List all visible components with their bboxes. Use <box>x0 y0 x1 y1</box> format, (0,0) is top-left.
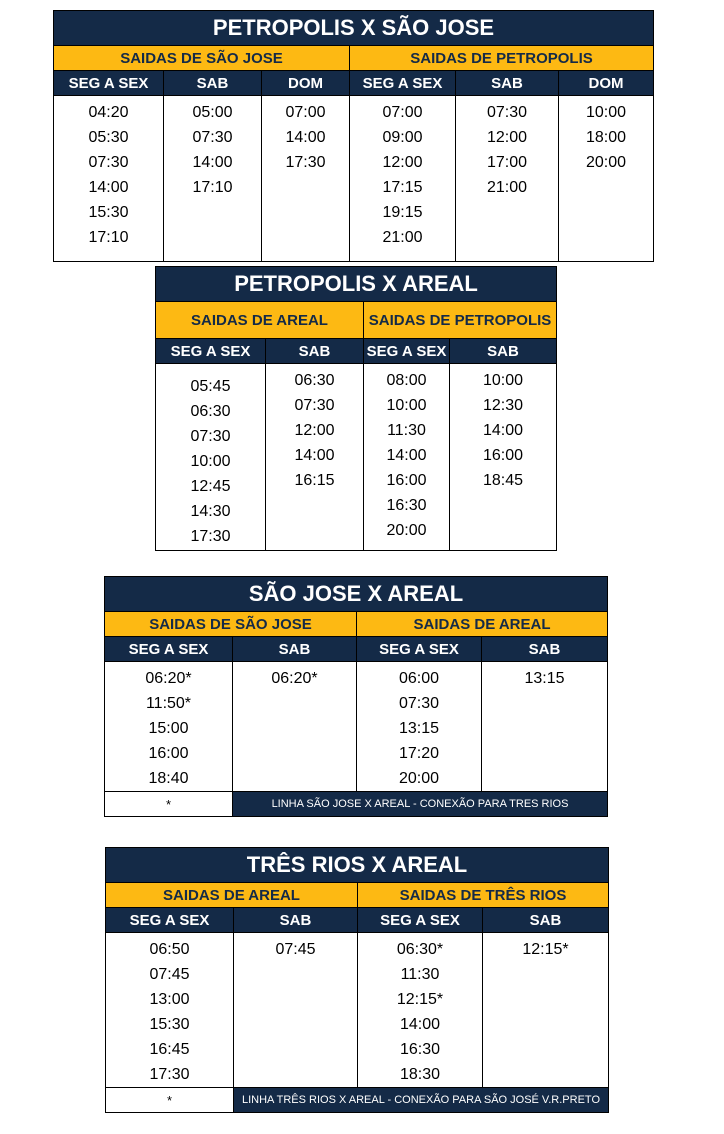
footnote-text: LINHA TRÊS RIOS X AREAL - CONEXÃO PARA SÃO JOSÉ V.R.PRETO <box>234 1088 609 1113</box>
departure-time: 12:00 <box>294 422 335 439</box>
column-header: SEG A SEX <box>105 637 233 662</box>
departure-time: 17:20 <box>398 745 440 762</box>
section-header: SAIDAS DE AREAL <box>106 883 358 908</box>
times-column <box>559 96 654 262</box>
departure-time: 16:30 <box>399 1041 441 1058</box>
departure-time: 05:30 <box>88 129 129 146</box>
times-column <box>105 662 233 792</box>
departure-time: 12:30 <box>482 397 524 414</box>
departure-time: 21:00 <box>486 179 528 196</box>
departure-time: 14:00 <box>285 129 326 146</box>
departure-time: 16:15 <box>294 472 335 489</box>
departure-time: 15:00 <box>148 720 189 737</box>
departure-time: 17:10 <box>88 229 129 246</box>
departure-time: 21:00 <box>382 229 423 246</box>
schedule-sao-jose-areal <box>104 576 608 817</box>
times-column <box>450 364 557 551</box>
departure-time: 18:45 <box>482 472 524 489</box>
departure-time: 18:30 <box>399 1066 441 1083</box>
departure-time: 09:00 <box>382 129 423 146</box>
footnote-marker: * <box>105 792 233 817</box>
departure-time: 12:15* <box>522 941 569 958</box>
column-header: SEG A SEX <box>106 908 234 933</box>
departure-time: 10:00 <box>190 453 231 470</box>
times-column <box>54 96 164 262</box>
departure-time: 16:00 <box>386 472 427 489</box>
departure-time: 12:00 <box>382 154 423 171</box>
column-header: SAB <box>450 339 557 364</box>
departure-time: 11:30 <box>400 966 440 983</box>
departure-time: 06:20* <box>271 670 318 687</box>
departure-time: 20:00 <box>585 154 627 171</box>
times-column <box>266 364 364 551</box>
times-column <box>483 933 609 1088</box>
times-column <box>233 662 357 792</box>
departure-time: 14:00 <box>192 154 233 171</box>
departure-time: 17:30 <box>190 528 231 545</box>
departure-time: 10:00 <box>386 397 427 414</box>
departure-time: 07:30 <box>88 154 129 171</box>
departure-time: 14:00 <box>482 422 524 439</box>
table-title: SÃO JOSE X AREAL <box>105 577 608 612</box>
footnote-marker: * <box>106 1088 234 1113</box>
departure-time: 11:30 <box>387 422 426 439</box>
times-column <box>358 933 483 1088</box>
departure-time: 14:00 <box>88 179 129 196</box>
departure-time: 19:15 <box>382 204 423 221</box>
departure-time: 07:45 <box>275 941 316 958</box>
departure-time: 18:00 <box>585 129 627 146</box>
section-header: SAIDAS DE AREAL <box>156 302 364 339</box>
column-header: SEG A SEX <box>350 71 456 96</box>
section-header: SAIDAS DE SÃO JOSE <box>105 612 357 637</box>
departure-time: 14:00 <box>386 447 427 464</box>
column-header: SAB <box>482 637 608 662</box>
departure-time: 17:00 <box>486 154 528 171</box>
times-column <box>156 364 266 551</box>
section-header: SAIDAS DE AREAL <box>357 612 608 637</box>
times-column <box>106 933 234 1088</box>
departure-time: 20:00 <box>386 522 427 539</box>
departure-time: 04:20 <box>88 104 129 121</box>
departure-time: 12:15* <box>396 991 444 1008</box>
times-column <box>357 662 482 792</box>
section-header: SAIDAS DE TRÊS RIOS <box>358 883 609 908</box>
departure-time: 06:00 <box>398 670 440 687</box>
column-header: SAB <box>164 71 262 96</box>
column-header: SAB <box>483 908 609 933</box>
departure-time: 17:15 <box>382 179 423 196</box>
departure-time: 06:30 <box>294 372 335 389</box>
departure-time: 07:30 <box>398 695 440 712</box>
column-header: DOM <box>559 71 654 96</box>
departure-time: 13:15 <box>398 720 440 737</box>
times-column <box>262 96 350 262</box>
departure-time: 16:00 <box>148 745 189 762</box>
column-header: DOM <box>262 71 350 96</box>
table-title: PETROPOLIS X AREAL <box>156 267 557 302</box>
times-column <box>364 364 450 551</box>
departure-time: 07:00 <box>285 104 326 121</box>
departure-time: 13:00 <box>149 991 190 1008</box>
column-header: SEG A SEX <box>364 339 450 364</box>
departure-time: 07:30 <box>190 428 231 445</box>
schedule-tres-rios-areal <box>105 847 609 1113</box>
departure-time: 17:30 <box>149 1066 190 1083</box>
footnote-text: LINHA SÃO JOSE X AREAL - CONEXÃO PARA TRES RIOS <box>233 792 608 817</box>
departure-time: 08:00 <box>386 372 427 389</box>
departure-time: 07:30 <box>486 104 528 121</box>
departure-time: 16:30 <box>386 497 427 514</box>
departure-time: 16:45 <box>149 1041 190 1058</box>
column-header: SAB <box>456 71 559 96</box>
section-header: SAIDAS DE SÃO JOSE <box>54 46 350 71</box>
departure-time: 20:00 <box>398 770 440 787</box>
column-header: SAB <box>234 908 358 933</box>
table-title: PETROPOLIS X SÃO JOSE <box>54 11 654 46</box>
departure-time: 05:45 <box>190 378 231 395</box>
departure-time: 13:15 <box>524 670 565 687</box>
section-header: SAIDAS DE PETROPOLIS <box>350 46 654 71</box>
departure-time: 14:00 <box>399 1016 441 1033</box>
departure-time: 06:30* <box>396 941 444 958</box>
column-header: SAB <box>266 339 364 364</box>
departure-time: 07:30 <box>294 397 335 414</box>
departure-time: 11:50* <box>145 695 192 712</box>
times-column <box>456 96 559 262</box>
departure-time: 06:50 <box>149 941 190 958</box>
departure-time: 18:40 <box>148 770 189 787</box>
departure-time: 07:30 <box>192 129 233 146</box>
column-header: SEG A SEX <box>358 908 483 933</box>
departure-time: 16:00 <box>482 447 524 464</box>
table-title: TRÊS RIOS X AREAL <box>106 848 609 883</box>
departure-time: 12:45 <box>190 478 231 495</box>
departure-time: 14:00 <box>294 447 335 464</box>
departure-time: 17:30 <box>285 154 326 171</box>
times-column <box>164 96 262 262</box>
column-header: SEG A SEX <box>54 71 164 96</box>
column-header: SEG A SEX <box>357 637 482 662</box>
times-column <box>234 933 358 1088</box>
times-column <box>482 662 608 792</box>
departure-time: 15:30 <box>88 204 129 221</box>
departure-time: 06:20* <box>145 670 192 687</box>
departure-time: 05:00 <box>192 104 233 121</box>
column-header: SAB <box>233 637 357 662</box>
column-header: SEG A SEX <box>156 339 266 364</box>
times-column <box>350 96 456 262</box>
section-header: SAIDAS DE PETROPOLIS <box>364 302 557 339</box>
schedule-petropolis-areal <box>155 266 557 551</box>
departure-time: 10:00 <box>585 104 627 121</box>
departure-time: 15:30 <box>149 1016 190 1033</box>
departure-time: 14:30 <box>190 503 231 520</box>
departure-time: 07:00 <box>382 104 423 121</box>
departure-time: 06:30 <box>190 403 231 420</box>
departure-time: 12:00 <box>486 129 528 146</box>
departure-time: 07:45 <box>149 966 190 983</box>
schedule-petropolis-sao-jose <box>53 10 654 262</box>
departure-time: 17:10 <box>192 179 233 196</box>
departure-time: 10:00 <box>482 372 524 389</box>
